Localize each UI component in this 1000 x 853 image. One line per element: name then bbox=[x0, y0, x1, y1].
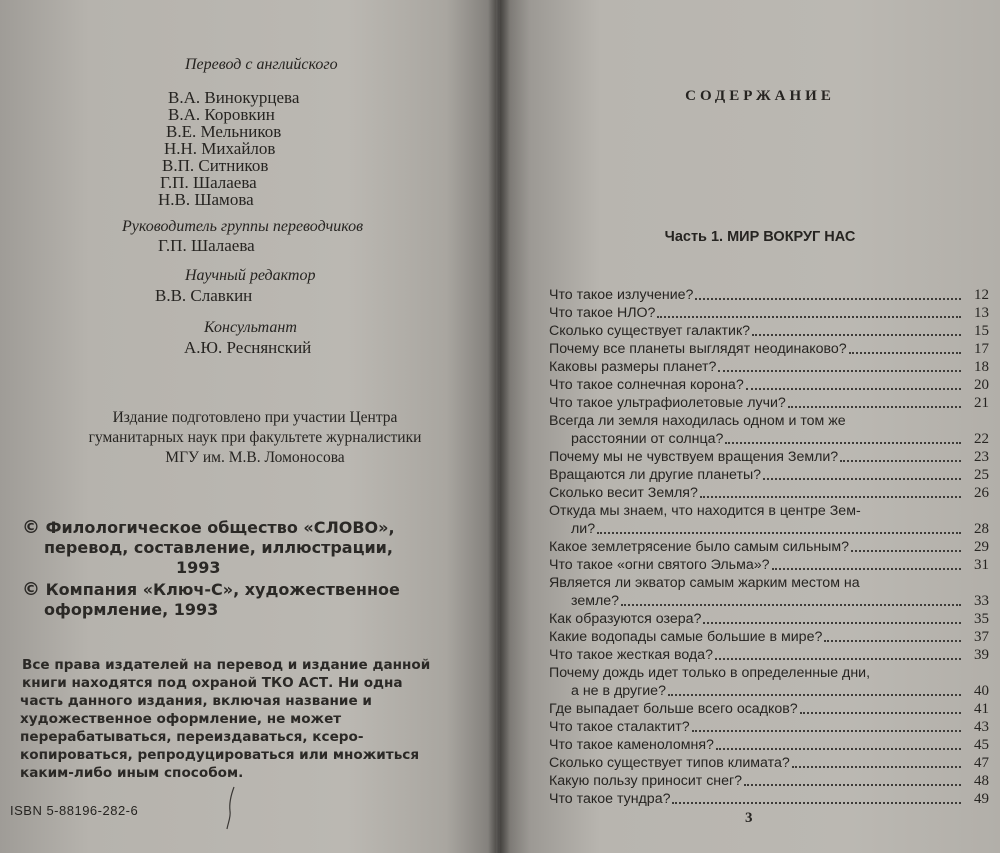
toc-entry bbox=[549, 394, 989, 412]
translator-name: В.А. Винокурцева bbox=[168, 88, 300, 107]
toc-page-number: 21 bbox=[974, 395, 989, 411]
toc-entry bbox=[549, 430, 989, 448]
toc-page-number: 49 bbox=[974, 791, 989, 807]
consultant-label: Консультант bbox=[204, 319, 297, 336]
toc-entry bbox=[549, 610, 989, 628]
toc-entry-title: а не в другие? bbox=[571, 683, 666, 699]
copyright-line: Компания «Ключ-С», художественное bbox=[45, 580, 400, 599]
toc-entry-title: Что такое жесткая вода? bbox=[549, 647, 713, 663]
toc-entry-title: Какое землетрясение было самым сильным? bbox=[549, 539, 850, 555]
toc-dot-leader bbox=[752, 334, 961, 336]
toc-dot-leader bbox=[668, 694, 961, 696]
copyright-kluch bbox=[22, 580, 462, 620]
toc-entry-title: Каковы размеры планет? bbox=[549, 359, 717, 375]
rights-line: перерабатываться, переиздаваться, ксеро- bbox=[20, 729, 364, 745]
translator-name: В.П. Ситников bbox=[162, 156, 269, 175]
rights-line: копироваться, репродуцироваться или множиться bbox=[20, 747, 420, 763]
toc-entry-title: Какие водопады самые большие в мире? bbox=[549, 629, 823, 645]
toc-page-number: 13 bbox=[974, 305, 989, 321]
toc-dot-leader bbox=[849, 352, 961, 354]
toc-entry-title: Что такое каменоломня? bbox=[549, 737, 714, 753]
toc-entry-title: Сколько существует галактик? bbox=[549, 323, 751, 339]
toc-page-number: 28 bbox=[974, 521, 989, 537]
part-title: Часть 1. МИР ВОКРУГ НАС bbox=[664, 229, 856, 245]
toc-page-number: 35 bbox=[974, 611, 989, 627]
toc-dot-leader bbox=[672, 802, 961, 804]
credits-block bbox=[0, 0, 496, 853]
toc-entry bbox=[549, 574, 989, 592]
pen-mark-icon bbox=[225, 785, 239, 831]
toc-entry-title: Что такое излучение? bbox=[549, 287, 694, 303]
toc-dot-leader bbox=[746, 388, 961, 390]
toc-dot-leader bbox=[715, 658, 961, 660]
copyright-line: 1993 bbox=[176, 558, 221, 577]
toc-dot-leader bbox=[692, 730, 961, 732]
toc-entry bbox=[549, 700, 989, 718]
toc-entry-title: ли? bbox=[571, 521, 596, 537]
toc-dot-leader bbox=[716, 748, 961, 750]
consultant-name: А.Ю. Реснянский bbox=[184, 338, 312, 357]
toc-page-number: 22 bbox=[974, 431, 989, 447]
toc-dot-leader bbox=[695, 298, 961, 300]
right-page bbox=[500, 0, 1000, 853]
toc-page-number: 18 bbox=[974, 359, 989, 375]
toc-entry bbox=[549, 592, 989, 610]
toc-page-number: 33 bbox=[974, 593, 989, 609]
toc-entry-title: Что такое НЛО? bbox=[549, 305, 656, 321]
isbn: ISBN 5-88196-282-6 bbox=[10, 803, 139, 818]
edition-note-line: гуманитарных наук при факультете журналистики bbox=[88, 429, 422, 446]
edition-note-line: МГУ им. М.В. Ломоносова bbox=[165, 449, 345, 466]
toc-entry bbox=[549, 682, 989, 700]
toc-entry-title: Откуда мы знаем, что находится в центре Зем- bbox=[549, 503, 861, 519]
toc-dot-leader bbox=[725, 442, 961, 444]
toc-dot-leader bbox=[824, 640, 961, 642]
toc-entry bbox=[549, 556, 989, 574]
toc-page-number: 45 bbox=[974, 737, 989, 753]
toc-entry bbox=[549, 646, 989, 664]
toc-dot-leader bbox=[772, 568, 961, 570]
copyright-mark: © bbox=[22, 517, 40, 538]
toc-entry bbox=[549, 736, 989, 754]
toc-dot-leader bbox=[788, 406, 961, 408]
editor-label: Научный редактор bbox=[185, 267, 316, 284]
toc-dot-leader bbox=[792, 766, 961, 768]
editor-name: В.В. Славкин bbox=[155, 286, 253, 305]
toc-page-number: 47 bbox=[974, 755, 989, 771]
toc-entry-title: Что такое ультрафиолетовые лучи? bbox=[549, 395, 786, 411]
toc-entry bbox=[549, 358, 989, 376]
translator-name: Н.В. Шамова bbox=[158, 190, 254, 209]
toc-dot-leader bbox=[657, 316, 961, 318]
toc-entry-title: Почему все планеты выглядят неодинаково? bbox=[549, 341, 847, 357]
toc-page-number: 48 bbox=[974, 773, 989, 789]
toc-page-number: 26 bbox=[974, 485, 989, 501]
toc-entry-title: Как образуются озера? bbox=[549, 611, 702, 627]
toc-entry-title: Сколько существует типов климата? bbox=[549, 755, 790, 771]
toc-page-number: 40 bbox=[974, 683, 989, 699]
toc-dot-leader bbox=[718, 370, 961, 372]
toc-dot-leader bbox=[621, 604, 961, 606]
group-lead-name: Г.П. Шалаева bbox=[158, 236, 255, 255]
toc-page-number: 25 bbox=[974, 467, 989, 483]
rights-line: каким-либо иным способом. bbox=[20, 765, 244, 781]
toc-entry-title: Что такое сталактит? bbox=[549, 719, 690, 735]
toc-entry-title: Сколько весит Земля? bbox=[549, 485, 698, 501]
toc-page-number: 29 bbox=[974, 539, 989, 555]
translator-name: В.А. Коровкин bbox=[168, 105, 275, 124]
toc-page-number: 41 bbox=[974, 701, 989, 717]
copyright-slovo bbox=[22, 518, 462, 578]
copyright-line: оформление, 1993 bbox=[44, 600, 219, 619]
toc-page-number: 37 bbox=[974, 629, 989, 645]
toc-entry bbox=[549, 448, 989, 466]
toc-entry-title: земле? bbox=[571, 593, 620, 609]
toc-page-number: 43 bbox=[974, 719, 989, 735]
toc-entry bbox=[549, 664, 989, 682]
toc-heading: СОДЕРЖАНИЕ bbox=[685, 88, 835, 104]
toc-entry-title: Вращаются ли другие планеты? bbox=[549, 467, 762, 483]
page-number: 3 bbox=[745, 810, 753, 826]
translator-name: В.Е. Мельников bbox=[166, 122, 282, 141]
toc-entry-title: Всегда ли земля находилась одном и том же bbox=[549, 413, 846, 429]
toc-entry-title: Что такое тундра? bbox=[549, 791, 671, 807]
toc-entry bbox=[549, 754, 989, 772]
toc-page-number: 12 bbox=[974, 287, 989, 303]
toc-page-number: 20 bbox=[974, 377, 989, 393]
toc-entry bbox=[549, 484, 989, 502]
rights-notice bbox=[20, 656, 480, 782]
book-gutter bbox=[488, 0, 510, 853]
toc-entry bbox=[549, 790, 989, 808]
toc-entry-title: Где выпадает больше всего осадков? bbox=[549, 701, 798, 717]
toc-entry-title: Почему мы не чувствуем вращения Земли? bbox=[549, 449, 839, 465]
toc-entry-title: Почему дождь идет только в определенные дни, bbox=[549, 665, 871, 681]
edition-note-line: Издание подготовлено при участии Центра bbox=[112, 409, 398, 426]
toc-entry bbox=[549, 628, 989, 646]
toc-page-number: 39 bbox=[974, 647, 989, 663]
toc-dot-leader bbox=[703, 622, 961, 624]
rights-line: Все права издателей на перевод и издание данной bbox=[22, 657, 431, 673]
toc-entry bbox=[549, 502, 989, 520]
toc-entry-title: расстоянии от солнца? bbox=[571, 431, 724, 447]
rights-line: часть данного издания, включая название и bbox=[20, 693, 372, 709]
toc-entry bbox=[549, 376, 989, 394]
translation-label: Перевод с английского bbox=[185, 56, 338, 73]
toc-entry-title: Что такое «огни святого Эльма»? bbox=[549, 557, 770, 573]
toc-entry bbox=[549, 322, 989, 340]
toc-entry bbox=[549, 718, 989, 736]
toc-entry bbox=[549, 772, 989, 790]
toc-entry-title: Что такое солнечная корона? bbox=[549, 377, 744, 393]
translator-name: Г.П. Шалаева bbox=[160, 173, 257, 192]
toc-list bbox=[549, 286, 989, 808]
copyright-line: Филологическое общество «СЛОВО», bbox=[45, 518, 395, 537]
translator-name: Н.Н. Михайлов bbox=[164, 139, 276, 158]
toc-page-number: 15 bbox=[974, 323, 989, 339]
group-lead-label: Руководитель группы переводчиков bbox=[122, 218, 364, 235]
toc-dot-leader bbox=[851, 550, 961, 552]
toc-entry-title: Какую пользу приносит снег? bbox=[549, 773, 743, 789]
toc-dot-leader bbox=[700, 496, 961, 498]
toc-dot-leader bbox=[744, 784, 961, 786]
toc-entry bbox=[549, 538, 989, 556]
toc-dot-leader bbox=[840, 460, 961, 462]
left-page bbox=[0, 0, 496, 853]
toc-page-number: 17 bbox=[974, 341, 989, 357]
toc-entry-title: Является ли экватор самым жарким местом на bbox=[549, 575, 860, 591]
toc-dot-leader bbox=[763, 478, 961, 480]
edition-note bbox=[50, 408, 460, 468]
toc-entry bbox=[549, 412, 989, 430]
copyright-line: перевод, составление, иллюстрации, bbox=[44, 538, 393, 557]
toc-dot-leader bbox=[597, 532, 961, 534]
rights-line: художественное оформление, не может bbox=[20, 711, 342, 727]
copyright-mark: © bbox=[22, 579, 40, 600]
toc-entry bbox=[549, 286, 989, 304]
toc-page-number: 23 bbox=[974, 449, 989, 465]
toc-entry bbox=[549, 466, 989, 484]
toc-entry bbox=[549, 340, 989, 358]
rights-line: книги находятся под охраной ТКО АСТ. Ни одна bbox=[22, 675, 403, 691]
toc-entry bbox=[549, 520, 989, 538]
toc-page-number: 31 bbox=[974, 557, 989, 573]
toc-entry bbox=[549, 304, 989, 322]
toc-dot-leader bbox=[800, 712, 961, 714]
